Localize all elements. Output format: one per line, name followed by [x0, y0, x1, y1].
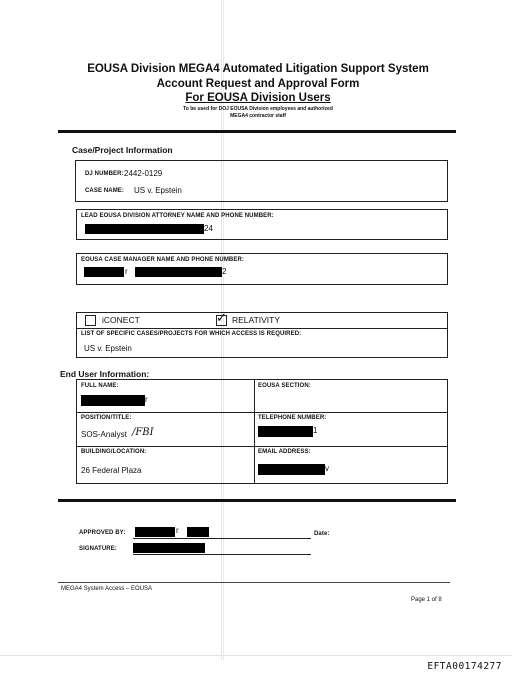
footer-rule [58, 582, 450, 583]
relativity-checkbox[interactable] [216, 311, 227, 326]
access-divider [77, 328, 447, 329]
footer-system-label: MEGA4 System Access – EOUSA [61, 586, 153, 592]
check-icon: ✓ [216, 311, 227, 326]
approved-by-visible-text: r [176, 526, 179, 535]
case-manager-label: EOUSA CASE MANAGER NAME AND PHONE NUMBER: [81, 257, 244, 263]
eousa-section-label: EOUSA SECTION: [258, 383, 311, 389]
case-name-label: CASE NAME: [85, 188, 125, 194]
redaction-block [85, 224, 204, 234]
scan-fold-horizontal [0, 655, 512, 656]
access-box [76, 312, 448, 358]
redaction-block [81, 395, 145, 406]
position-value: SOS-Analyst [81, 430, 127, 439]
redaction-block [133, 543, 205, 553]
redaction-block [135, 527, 175, 537]
redaction-block [187, 527, 209, 537]
redaction-block [258, 426, 313, 437]
approved-by-line [133, 538, 311, 539]
full-name-visible-text: r [145, 395, 148, 404]
lead-attorney-label: LEAD EOUSA DIVISION ATTORNEY NAME AND PHONE NUMBER: [81, 213, 274, 219]
full-name-label: FULL NAME: [81, 383, 119, 389]
redaction-block [84, 267, 124, 277]
building-label: BUILDING/LOCATION: [81, 449, 147, 455]
table-divider-row1 [77, 412, 447, 413]
iconect-checkbox[interactable] [85, 315, 96, 326]
table-divider-row2 [77, 446, 447, 447]
form-subtitle-line2: MEGA4 contractor staff [230, 113, 286, 119]
iconect-label: iCONECT [102, 315, 140, 325]
case-list-value: US v. Epstein [84, 344, 132, 353]
header-rule [58, 130, 456, 133]
bates-number: EFTA00174277 [427, 661, 502, 672]
form-title-line2: Account Request and Approval Form [156, 78, 360, 90]
form-title-line1: EOUSA Division MEGA4 Automated Litigation Support System [87, 63, 429, 75]
approved-by-label: APPROVED BY: [79, 530, 126, 536]
case-project-box [75, 160, 448, 202]
signature-line [133, 554, 311, 555]
end-user-table [76, 379, 448, 484]
case-manager-box [76, 253, 448, 285]
email-visible-text: v [325, 464, 329, 473]
lead-attorney-box [76, 209, 448, 240]
case-manager-visible-text: r [125, 267, 128, 276]
page-number: Page 1 of 8 [411, 597, 442, 603]
dj-number-value: 2442-0129 [124, 169, 163, 178]
relativity-label: RELATIVITY [232, 315, 281, 325]
approval-rule [58, 499, 456, 502]
form-title-line3: For EOUSA Division Users [185, 92, 331, 104]
dj-number-label: DJ NUMBER: [85, 171, 124, 177]
signature-label: SIGNATURE: [79, 546, 117, 552]
lead-attorney-visible-text: 24 [204, 224, 213, 233]
end-user-heading: End User Information: [60, 369, 150, 379]
case-project-heading: Case/Project Information [72, 145, 173, 155]
telephone-label: TELEPHONE NUMBER: [258, 415, 327, 421]
case-name-value: US v. Epstein [134, 186, 182, 195]
date-label: Date: [314, 531, 330, 537]
telephone-visible-text: 1 [313, 426, 318, 435]
redaction-block [258, 464, 325, 475]
email-label: EMAIL ADDRESS: [258, 449, 311, 455]
form-subtitle-line1: To be used for DOJ EOUSA Division employees and authorized [183, 106, 333, 112]
case-list-label: LIST OF SPECIFIC CASES/PROJECTS FOR WHICH ACCESS IS REQUIRED: [81, 331, 302, 337]
building-value: 26 Federal Plaza [81, 466, 142, 475]
table-divider-vertical [254, 380, 255, 483]
case-manager-visible-text-2: 2 [222, 267, 227, 276]
redaction-block [135, 267, 222, 277]
position-handwritten: /FBI [132, 427, 154, 438]
position-label: POSITION/TITLE: [81, 415, 132, 421]
